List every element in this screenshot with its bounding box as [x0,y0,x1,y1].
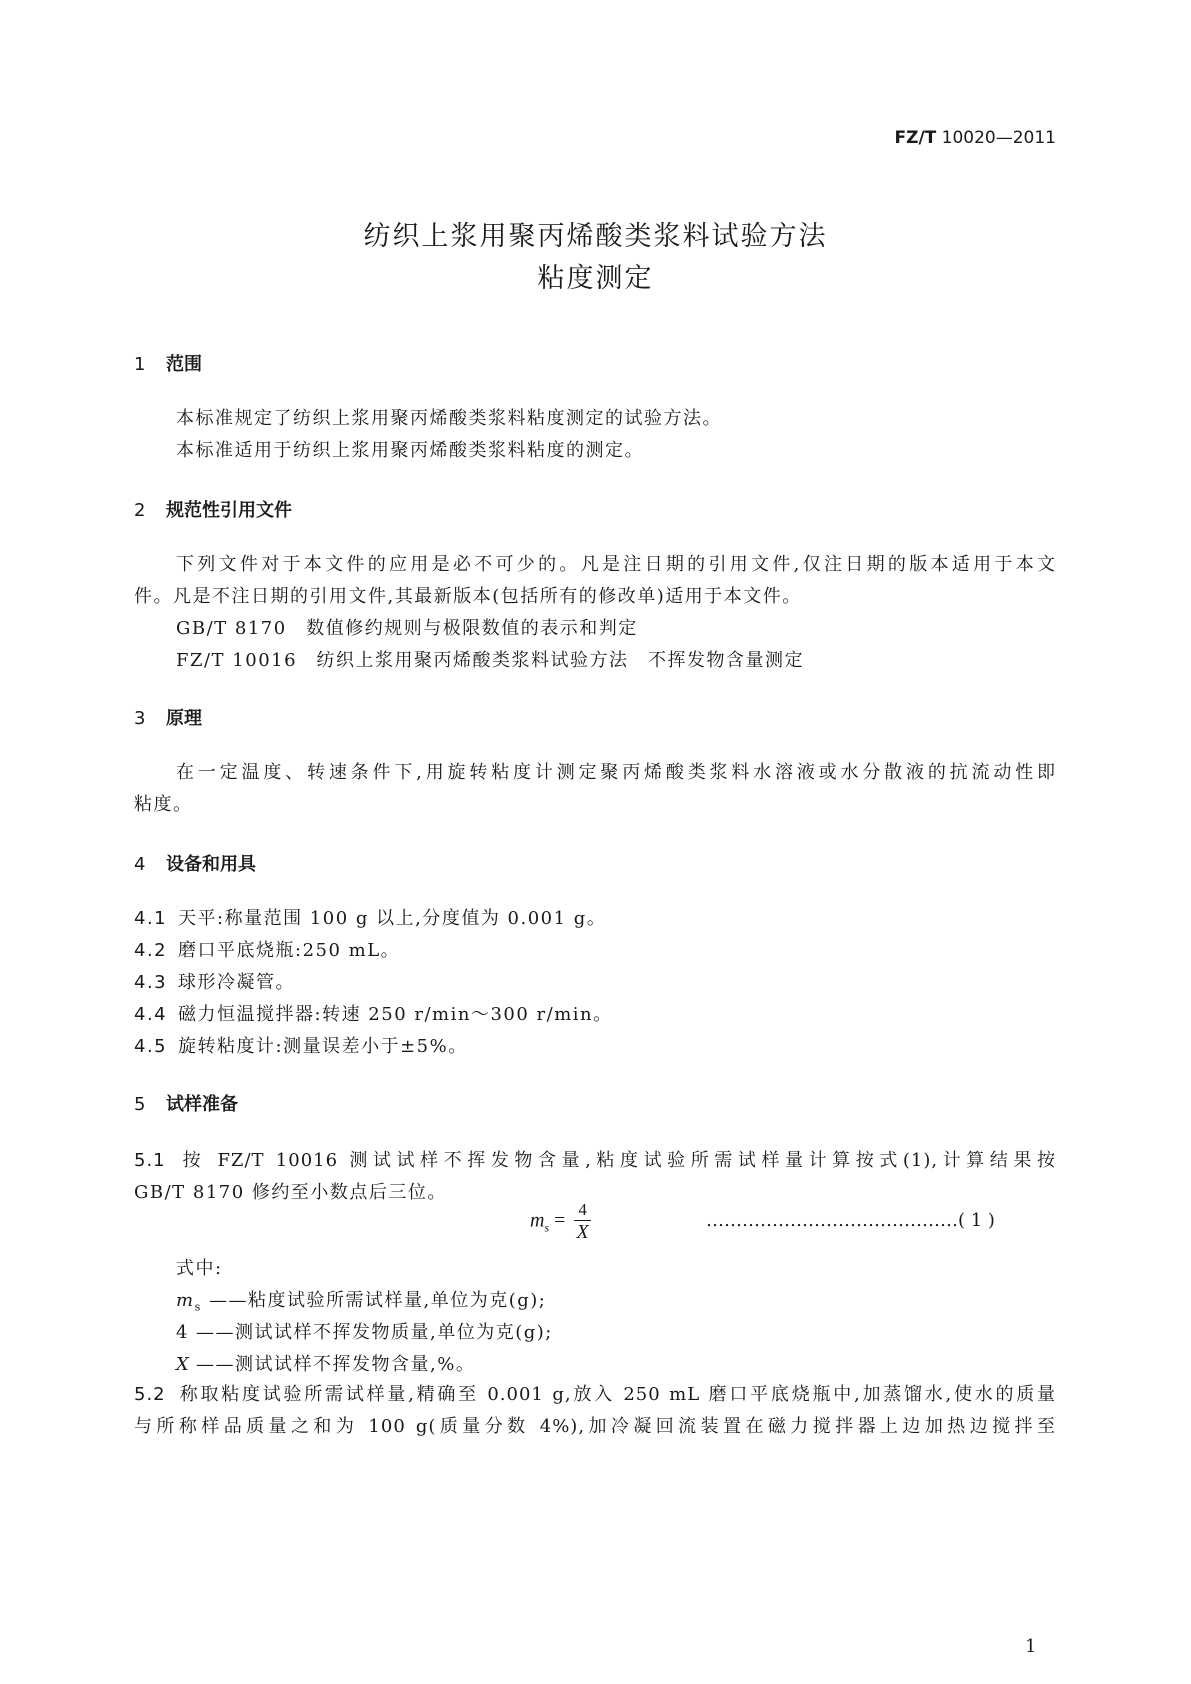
section-number: 5 [134,1094,146,1115]
equipment-item [134,968,295,994]
standard-code [0,128,1056,148]
variable-description: ——测试试样不挥发物含量,%。 [196,1354,476,1375]
variable-subscript: s [194,1300,202,1314]
formula-fraction [574,1200,591,1244]
section-5-heading [134,1090,238,1116]
section-number: 4 [134,854,146,875]
variable-symbol: X [176,1354,191,1375]
section-title: 原理 [166,708,202,729]
clause-5-2-line-2: 与所称样品质量之和为 100 g(质量分数 4%),加冷凝回流装置在磁力搅拌器上边加热边搅拌至 [134,1416,1056,1437]
section-number: 2 [134,500,146,521]
formula-numerator: 4 [574,1200,591,1221]
section-3-paragraph-line-2: 粘度。 [134,794,193,815]
item-text: 球形冷凝管。 [178,972,295,993]
item-number: 4.1 [134,908,168,929]
clause-5-1-line-2: GB/T 8170 修约至小数点后三位。 [134,1182,447,1203]
variable-symbol: m [176,1290,195,1311]
section-title: 规范性引用文件 [166,500,292,521]
clause-5-2-line-1 [134,1380,1056,1406]
section-4-heading [134,850,256,876]
equipment-item [134,1032,468,1058]
equipment-item [134,904,606,930]
formula-lhs: m [530,1209,545,1232]
section-1-paragraph-2: 本标准适用于纺织上浆用聚丙烯酸类浆料粘度的测定。 [176,440,644,461]
normative-reference-2: FZ/T 10016 纺织上浆用聚丙烯酸类浆料试验方法 不挥发物含量测定 [176,650,805,671]
formula-1 [530,1200,591,1244]
variable-description: ——测试试样不挥发物质量,单位为克(g); [196,1322,553,1343]
equipment-item [134,936,400,962]
section-title: 设备和用具 [166,854,256,875]
clause-text: 称取粘度试验所需试样量,精确至 0.001 g,放入 250 mL 磨口平底烧瓶中,加蒸馏水,使水的质量 [178,1384,1056,1405]
clause-5-1-line-1 [134,1146,1056,1172]
section-1-paragraph-1: 本标准规定了纺织上浆用聚丙烯酸类浆料粘度测定的试验方法。 [176,408,722,429]
item-text: 天平:称量范围 100 g 以上,分度值为 0.001 g。 [178,908,607,929]
clause-number: 5.2 [134,1384,166,1405]
item-number: 4.3 [134,972,168,993]
normative-reference-1: GB/T 8170 数值修约规则与极限数值的表示和判定 [176,618,638,639]
item-text: 磨口平底烧瓶:250 mL。 [178,940,401,961]
variable-definition [176,1286,546,1314]
item-number: 4.4 [134,1004,168,1025]
section-1-heading [134,350,202,376]
section-title: 试样准备 [166,1094,238,1115]
variable-definition [176,1318,553,1344]
formula-denominator: X [576,1221,589,1243]
formula-leader [706,1210,995,1231]
formula-subscript: s [544,1220,550,1235]
section-2-heading [134,496,292,522]
standard-prefix: FZ/T [894,128,937,148]
item-number: 4.5 [134,1036,168,1057]
formula-dots: …………………………………… [706,1210,958,1231]
clause-text: 按 FZ/T 10016 测试试样不挥发物含量,粘度试验所需试样量计算按式(1),计算结果按 [178,1150,1056,1171]
section-3-heading [134,704,202,730]
variable-symbol: 4 [176,1322,189,1343]
section-2-paragraph-line-1: 下列文件对于本文件的应用是必不可少的。凡是注日期的引用文件,仅注日期的版本适用于本文 [176,554,1056,575]
variable-definition [176,1350,475,1376]
clause-number: 5.1 [134,1150,166,1171]
formula-label: ( 1 ) [958,1210,995,1231]
formula-equals: = [554,1209,566,1232]
where-label: 式中: [176,1258,223,1279]
item-text: 磁力恒温搅拌器:转速 250 r/min～300 r/min。 [178,1004,613,1025]
section-title: 范围 [166,354,202,375]
document-title: 纺织上浆用聚丙烯酸类浆料试验方法 [363,221,828,252]
page-number: 1 [1025,1636,1037,1657]
variable-description: ——粘度试验所需试样量,单位为克(g); [208,1290,547,1311]
standard-number: 10020—2011 [941,128,1056,148]
document-subtitle: 粘度测定 [537,263,654,294]
section-2-paragraph-line-2: 件。凡是不注日期的引用文件,其最新版本(包括所有的修改单)适用于本文件。 [134,586,802,607]
equipment-item [134,1000,613,1026]
item-text: 旋转粘度计:测量误差小于±5%。 [178,1036,468,1057]
section-number: 3 [134,708,146,729]
section-number: 1 [134,354,146,375]
section-3-paragraph-line-1: 在一定温度、转速条件下,用旋转粘度计测定聚丙烯酸类浆料水溶液或水分散液的抗流动性即 [176,762,1056,783]
item-number: 4.2 [134,940,168,961]
